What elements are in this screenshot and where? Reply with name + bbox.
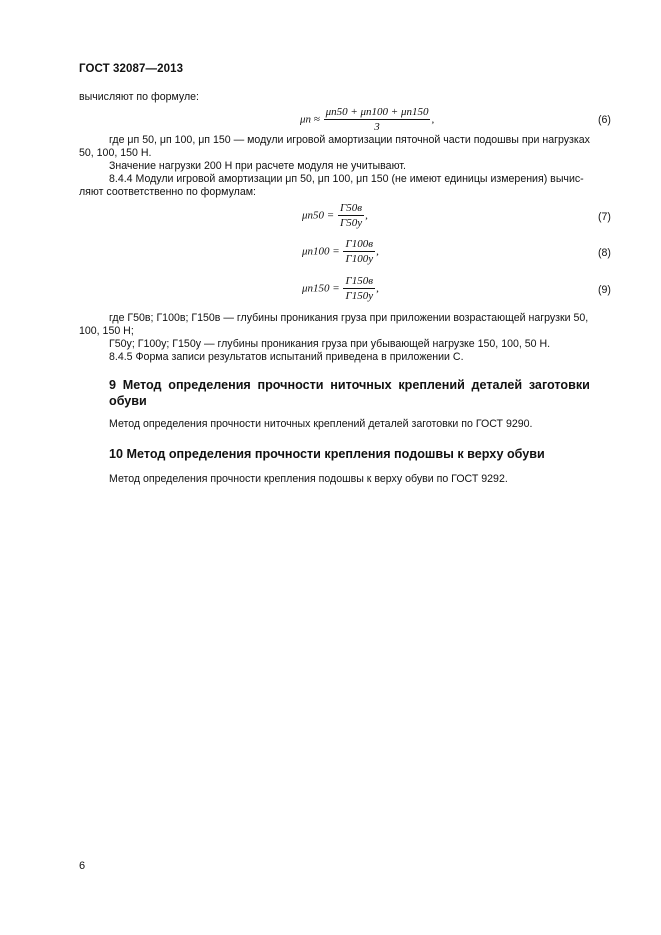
formula-7-lhs: μп50 = [302, 209, 335, 222]
intro-text: вычисляют по формуле: [79, 91, 199, 103]
formula-9-tail: , [376, 282, 379, 295]
paragraph-5: Г50у; Г100у; Г150у — глубины проникания груза при убывающей нагрузке 150, 100, 50 Н. [109, 338, 551, 350]
formula-8-numerator: Г100в [343, 238, 375, 252]
formula-8-lhs: μп100 = [302, 245, 340, 258]
paragraph-4-line-1: где Г50в; Г100в; Г150в — глубины проникания груза при приложении возрастающей нагрузки 50, [109, 312, 589, 324]
formula-6-fraction [324, 106, 431, 133]
paragraph-1-line-1: где μп 50, μп 100, μп 150 — модули игровой амортизации пяточной части подошвы при нагрузках [109, 134, 590, 146]
equation-number-7: (7) [598, 211, 611, 223]
formula-9-numerator: Г150в [343, 275, 375, 289]
formula-8 [302, 238, 379, 265]
formula-9-denominator: Г150у [345, 290, 374, 302]
formula-7-tail: , [365, 209, 368, 222]
formula-6 [300, 106, 434, 133]
formula-8-tail: , [376, 245, 379, 258]
formula-6-numerator: μп50 + μп100 + μп150 [325, 106, 429, 118]
formula-8-denominator: Г100у [345, 253, 374, 265]
formula-6-denominator: 3 [374, 121, 380, 133]
paragraph-6: 8.4.5 Форма записи результатов испытаний приведена в приложении С. [109, 351, 464, 363]
paragraph-1-line-2: 50, 100, 150 Н. [79, 147, 152, 159]
section-10-heading: 10 Метод определения прочности крепления подошвы к верху обуви [109, 447, 545, 461]
formula-9-fraction [343, 275, 375, 302]
formula-7 [302, 202, 368, 229]
paragraph-3-line-1: 8.4.4 Модули игровой амортизации μп 50, μп 100, μп 150 (не имеют единицы измерения) вычис- [109, 173, 584, 185]
formula-9-lhs: μп150 = [302, 282, 340, 295]
formula-7-denominator: Г50у [339, 217, 363, 229]
formula-6-lhs: μп ≈ [300, 113, 320, 126]
paragraph-3-line-2: ляют соответственно по формулам: [79, 186, 256, 198]
section-9-heading-line-2: обуви [109, 394, 147, 408]
formula-9 [302, 275, 379, 302]
page-number: 6 [79, 860, 86, 872]
document-header: ГОСТ 32087—2013 [79, 63, 184, 75]
section-10-body: Метод определения прочности крепления подошвы к верху обуви по ГОСТ 9292. [109, 473, 508, 485]
equation-number-8: (8) [598, 247, 611, 259]
equation-number-6: (6) [598, 114, 611, 126]
section-9-heading-line-1: 9 Метод определения прочности ниточных креплений деталей заготовки [109, 378, 590, 392]
formula-8-fraction [343, 238, 375, 265]
equation-number-9: (9) [598, 284, 611, 296]
formula-7-numerator: Г50в [338, 202, 364, 216]
formula-7-fraction [338, 202, 364, 229]
paragraph-4-line-2: 100, 150 Н; [79, 325, 134, 337]
paragraph-2: Значение нагрузки 200 Н при расчете модуля не учитывают. [109, 160, 406, 172]
section-9-body: Метод определения прочности ниточных креплений деталей заготовки по ГОСТ 9290. [109, 418, 533, 430]
formula-6-tail: , [431, 113, 435, 126]
